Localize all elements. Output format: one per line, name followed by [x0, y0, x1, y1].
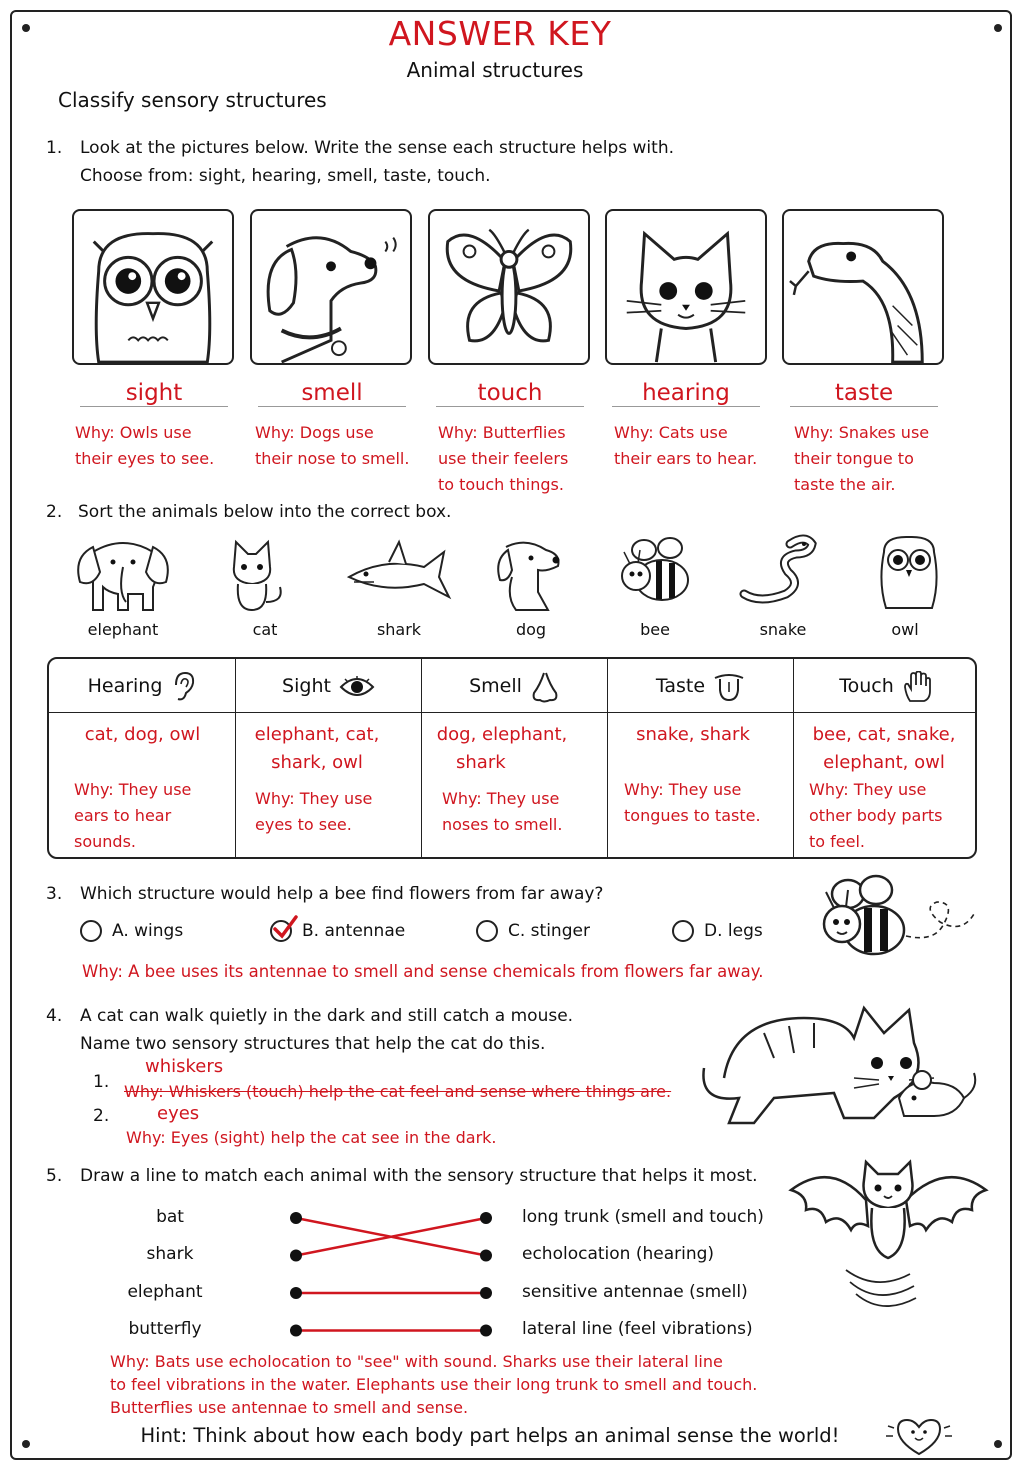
- option-a[interactable]: A. wings: [80, 920, 183, 942]
- matching-lines: [280, 1200, 500, 1340]
- column-answers: elephant, cat, shark, owl: [254, 724, 380, 773]
- q5-prompt: Draw a line to match each animal with the sensory structure that helps it most.: [80, 1166, 758, 1186]
- match-left-item: butterfly: [128, 1319, 202, 1339]
- answer-word: hearing: [612, 380, 760, 407]
- q4-prompt: A cat can walk quietly in the dark and still catch a mouse.: [80, 1006, 574, 1026]
- column-answers: snake, shark: [636, 724, 750, 745]
- cat-icon: [607, 211, 765, 363]
- butterfly-picture: [428, 209, 590, 365]
- column-header: Taste: [608, 659, 793, 713]
- why-explanation: Why: Cats use their ears to hear.: [614, 423, 758, 468]
- hearing-column: [49, 659, 236, 857]
- snake-icon: [784, 211, 942, 363]
- q3-why: Why: A bee uses its antennae to smell and sense chemicals from flowers far away.: [82, 962, 764, 981]
- q4-why-struck: Why: Whiskers (touch) help the cat feel and sense where things are.: [124, 1082, 672, 1101]
- section-title: Classify sensory structures: [58, 88, 327, 112]
- left-dot[interactable]: [290, 1287, 302, 1299]
- touch-column: [794, 659, 977, 857]
- right-dot[interactable]: [480, 1287, 492, 1299]
- snake-picture: [782, 209, 944, 365]
- column-header: Touch: [794, 659, 977, 713]
- column-why: Why: They use other body parts to feel.: [809, 780, 943, 851]
- sorting-table: [47, 657, 977, 859]
- column-why: Why: They use tongues to taste.: [624, 780, 761, 825]
- column-header: Sight: [236, 659, 421, 713]
- question-number: 2.: [46, 502, 63, 522]
- why-explanation: Why: Owls use their eyes to see.: [75, 423, 215, 468]
- cat-mouse-icon: [694, 998, 984, 1128]
- q4-answer: eyes: [157, 1103, 200, 1124]
- question-number: 5.: [46, 1166, 63, 1186]
- question-number: 1.: [46, 138, 63, 158]
- answer-word: taste: [790, 380, 938, 407]
- match-left-item: elephant: [127, 1282, 203, 1302]
- match-right-item: sensitive antennae (smell): [522, 1282, 748, 1302]
- page-subtitle: Animal structures: [406, 58, 584, 82]
- radio-button[interactable]: [476, 920, 498, 942]
- column-why: Why: They use ears to hear sounds.: [74, 780, 192, 851]
- radio-button-checked[interactable]: [270, 920, 292, 942]
- q1-prompt: Look at the pictures below. Write the sense each structure helps with.: [80, 138, 675, 158]
- animal-label: shark: [376, 620, 422, 639]
- right-dot[interactable]: [480, 1212, 492, 1224]
- bee-icon: [604, 532, 714, 612]
- radio-button[interactable]: [80, 920, 102, 942]
- hint-text: Hint: Think about how each body part helps an animal sense the world!: [140, 1424, 840, 1447]
- bee-icon: [812, 872, 982, 962]
- q3-prompt: Which structure would help a bee find flowers from far away?: [80, 884, 604, 904]
- option-d[interactable]: D. legs: [672, 920, 763, 942]
- why-explanation: Why: Dogs use their nose to smell.: [255, 423, 410, 468]
- cat-picture: [605, 209, 767, 365]
- tongue-icon: [713, 672, 745, 702]
- answer-word: sight: [80, 380, 228, 407]
- animal-label: dog: [515, 620, 547, 639]
- answer-word: smell: [258, 380, 406, 407]
- option-b[interactable]: B. antennae: [270, 920, 405, 942]
- elephant-icon: [68, 532, 178, 612]
- column-header: Hearing: [49, 659, 235, 713]
- match-right-item: lateral line (feel vibrations): [522, 1319, 753, 1339]
- dog-icon: [476, 532, 586, 612]
- smell-column: [422, 659, 608, 857]
- q1-prompt: Choose from: sight, hearing, smell, taste, touch.: [80, 166, 491, 186]
- animal-label: bee: [640, 620, 670, 639]
- dog-picture: [250, 209, 412, 365]
- animal-label: owl: [891, 620, 919, 639]
- left-dot[interactable]: [290, 1325, 302, 1337]
- dog-icon: [252, 211, 410, 363]
- hand-icon: [902, 671, 934, 703]
- owl-icon: [74, 211, 232, 363]
- answer-number: 1.: [93, 1072, 110, 1092]
- q4-why: Why: Eyes (sight) help the cat see in the dark.: [126, 1128, 497, 1147]
- why-explanation: Why: Butterflies use their feelers to touch things.: [438, 423, 569, 494]
- heart-icon: [884, 1414, 954, 1458]
- q5-why: Why: Bats use echolocation to "see" with sound. Sharks use their lateral line to feel vibrations in the water. Elephants use their long trunk to smell and touch. Butterflies use antennae to smell and sense.: [110, 1352, 758, 1417]
- why-explanation: Why: Snakes use their tongue to taste the air.: [794, 423, 930, 494]
- q4-prompt: Name two sensory structures that help the cat do this.: [80, 1034, 546, 1054]
- match-left-item: shark: [146, 1244, 194, 1264]
- radio-button[interactable]: [672, 920, 694, 942]
- owl-icon: [854, 532, 964, 612]
- page-title: ANSWER KEY: [388, 14, 612, 53]
- q4-answer: whiskers: [145, 1056, 224, 1077]
- snake-icon: [730, 532, 840, 612]
- column-answers: bee, cat, snake, elephant, owl: [812, 724, 956, 773]
- q2-prompt: Sort the animals below into the correct box.: [78, 502, 452, 522]
- match-left-item: bat: [156, 1207, 184, 1227]
- ear-icon: [170, 671, 196, 703]
- match-right-item: long trunk (smell and touch): [522, 1207, 764, 1227]
- animal-label: elephant: [87, 620, 159, 639]
- column-header: Smell: [422, 659, 607, 713]
- bat-icon: [786, 1150, 1016, 1330]
- answer-word: touch: [436, 380, 584, 407]
- butterfly-icon: [430, 211, 588, 363]
- animal-label: cat: [252, 620, 278, 639]
- column-answers: dog, elephant, shark: [436, 724, 568, 773]
- taste-column: [608, 659, 794, 857]
- question-number: 3.: [46, 884, 63, 904]
- corner-dot: [994, 1440, 1002, 1448]
- answer-number: 2.: [93, 1106, 110, 1126]
- right-dot[interactable]: [480, 1325, 492, 1337]
- cat-icon: [196, 532, 306, 612]
- animal-label: snake: [759, 620, 807, 639]
- option-c[interactable]: C. stinger: [476, 920, 590, 942]
- sight-column: [236, 659, 422, 857]
- eye-icon: [339, 675, 375, 699]
- owl-picture: [72, 209, 234, 365]
- column-why: Why: They use noses to smell.: [442, 789, 563, 834]
- question-number: 4.: [46, 1006, 63, 1026]
- right-dot[interactable]: [480, 1250, 492, 1262]
- left-dot[interactable]: [290, 1212, 302, 1224]
- checkmark-icon: [270, 914, 300, 944]
- column-why: Why: They use eyes to see.: [255, 789, 373, 834]
- shark-icon: [344, 532, 454, 612]
- match-right-item: echolocation (hearing): [522, 1244, 715, 1264]
- nose-icon: [530, 671, 560, 703]
- column-answers: cat, dog, owl: [84, 724, 201, 745]
- left-dot[interactable]: [290, 1250, 302, 1262]
